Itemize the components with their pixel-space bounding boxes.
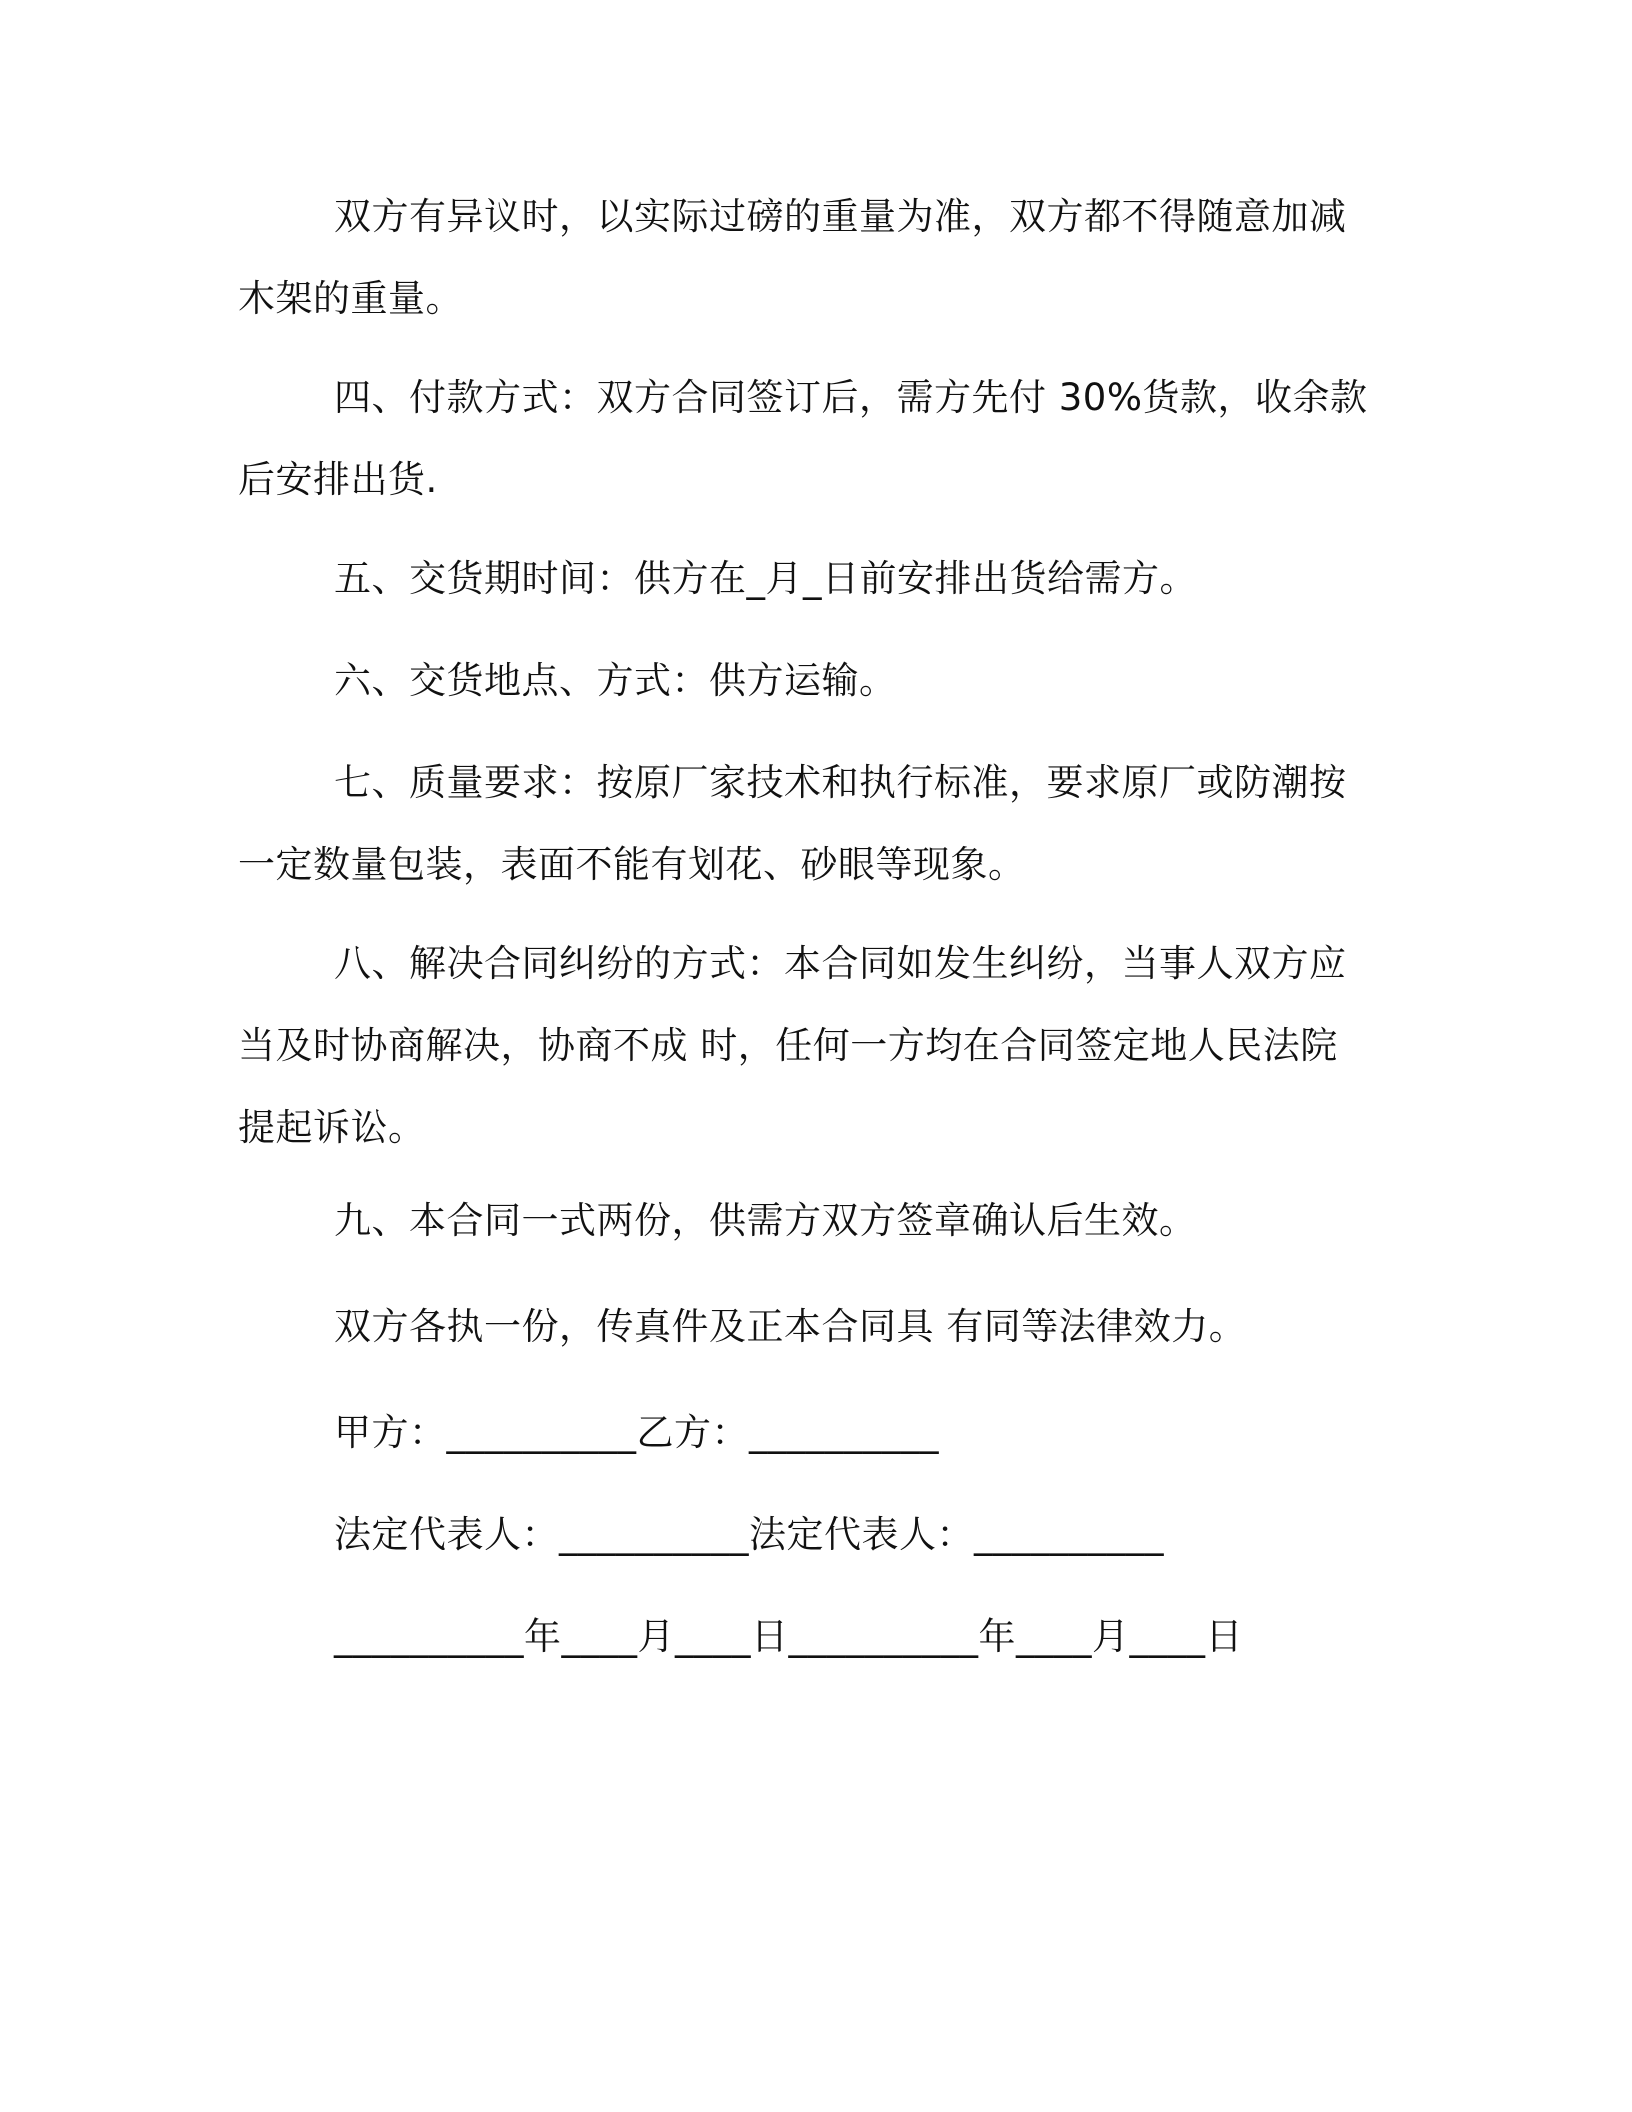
- signature-representatives-line: 法定代表人：__________法定代表人：__________: [334, 1513, 1164, 1556]
- paragraph-legal-effect: 双方各执一份，传真件及正本合同具 有同等法律效力。: [334, 1305, 1247, 1348]
- paragraph-delivery-place: 六、交货地点、方式：供方运输。: [334, 659, 897, 702]
- paragraph-payment-method: 四、付款方式：双方合同签订后，需方先付 30%货款，收余款后安排出货.: [238, 376, 1368, 501]
- paragraph-dispute-resolution: 八、解决合同纠纷的方式：本合同如发生纠纷，当事人双方应当及时协商解决，协商不成 时，任何一方均在合同签定地人民法院提起诉讼。: [238, 942, 1347, 1149]
- paragraph-copies: 九、本合同一式两份，供需方双方签章确认后生效。: [334, 1199, 1197, 1242]
- signature-parties-line: 甲方：__________乙方：__________: [334, 1411, 939, 1454]
- paragraph-quality-requirements: 七、质量要求：按原厂家技术和执行标准，要求原厂或防潮按一定数量包装，表面不能有划花、砂眼等现象。: [238, 761, 1347, 886]
- paragraph-delivery-time: 五、交货期时间：供方在_月_日前安排出货给需方。: [334, 557, 1197, 600]
- signature-dates-line: __________年____月____日__________年____月____日: [334, 1615, 1243, 1658]
- paragraph-weight-dispute: 双方有异议时，以实际过磅的重量为准，双方都不得随意加减木架的重量。: [238, 195, 1347, 320]
